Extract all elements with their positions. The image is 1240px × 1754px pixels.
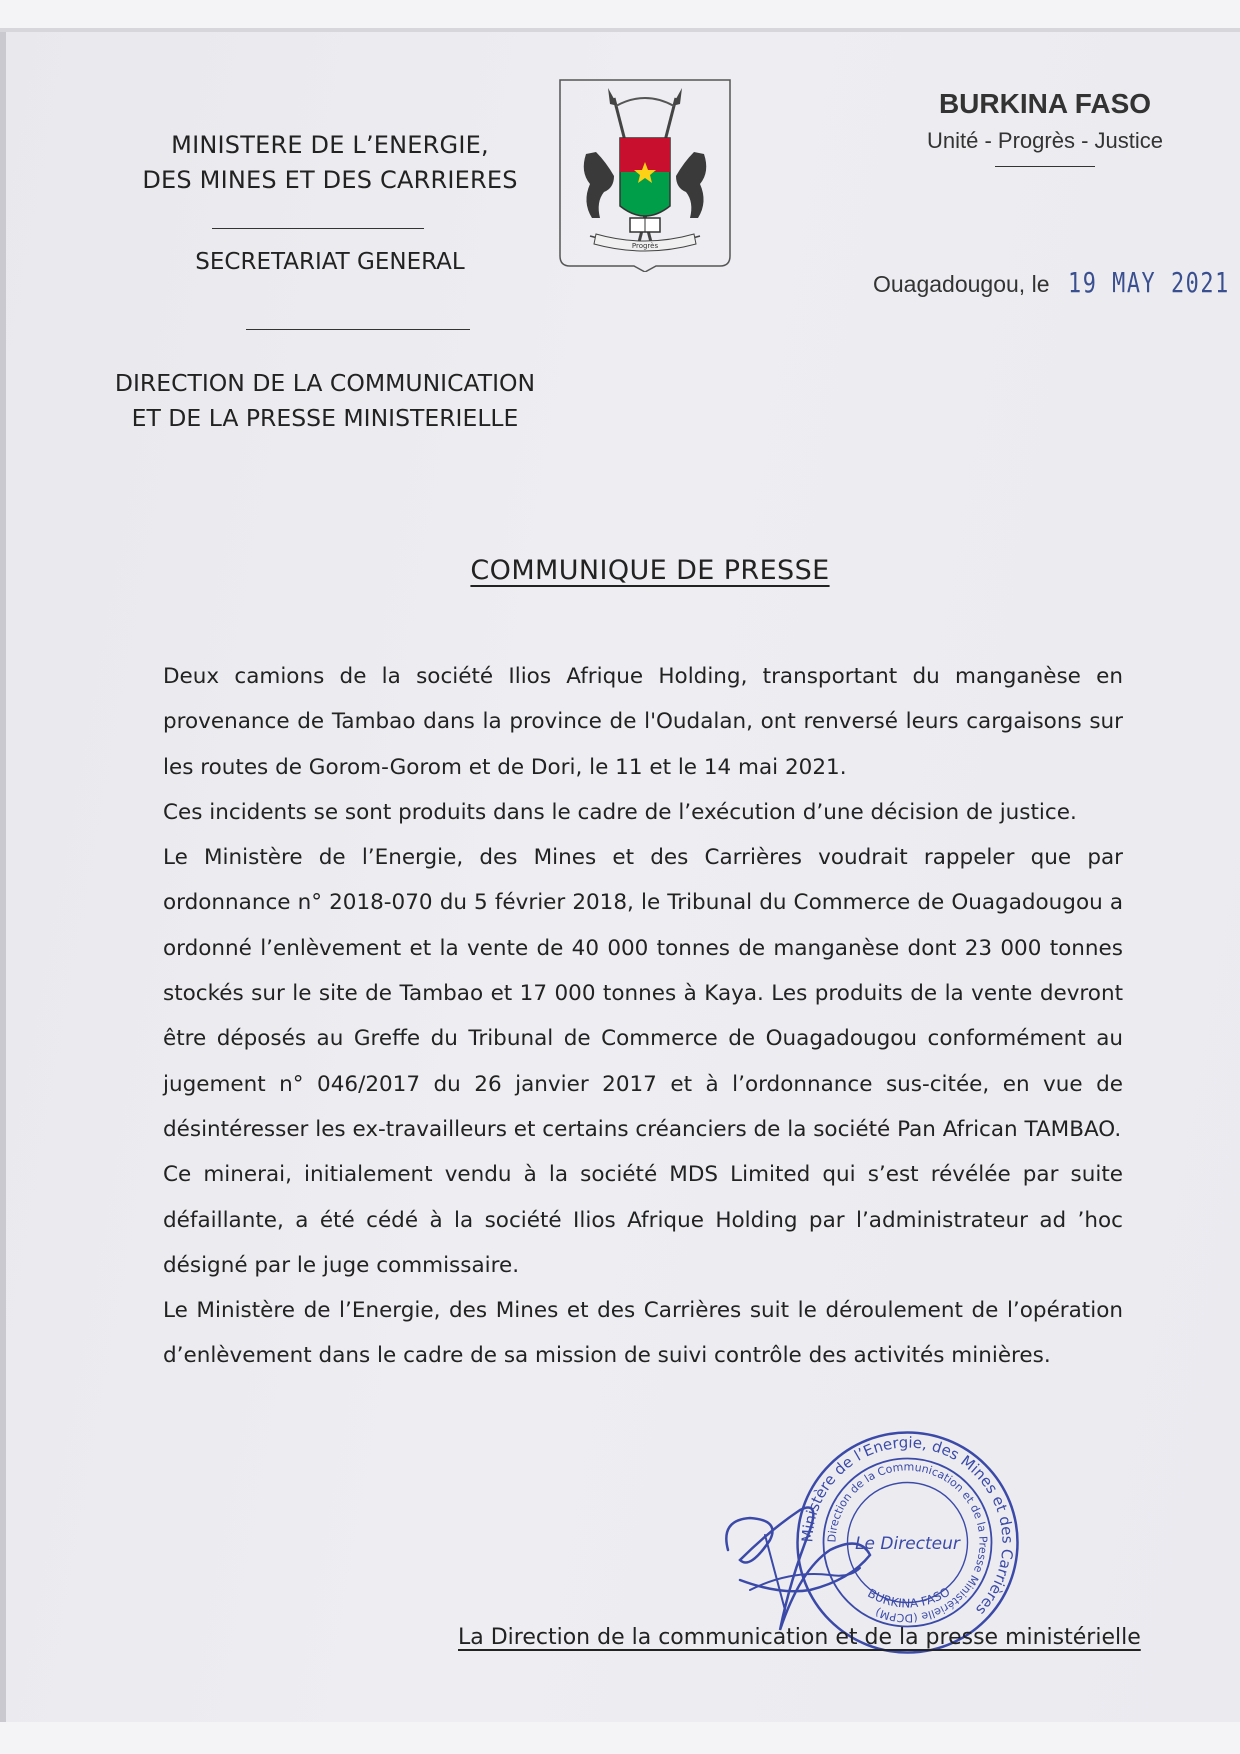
ministry-line-2: DES MINES ET DES CARRIERES bbox=[142, 166, 518, 194]
emblem-ribbon-text: Progrès bbox=[631, 242, 659, 250]
stamp-bottom-text: BURKINA FASO bbox=[865, 1584, 953, 1611]
paragraph-1: Deux camions de la société Ilios Afrique Holding, transportant du manganèse en provenance de Tambao dans la province de l'Oudalan, ont renversé leurs cargaisons sur les routes de Gorom-Gorom et de Dori, le 11 et le 14 mai 2021. bbox=[163, 664, 1123, 780]
paragraph-3: Le Ministère de l’Energie, des Mines et des Carrières voudrait rappeler que par ordonnance n° 2018-070 du 5 février 2018, le Tribunal du Commerce de Ouagadougou a ordonné l’enlèvement et la vente de 40 000 tonnes de manganèse dont 23 000 tonnes stockés sur le site de Tambao et 17 000 tonnes à Kaya. Les produits de la vente devront être déposés au Greffe du Tribunal de Commerce de Ouagadougou conformément au jugement n° 046/2017 du 26 janvier 2017 et à l’ordonnance sus-citée, en vue de désintéresser les ex-travailleurs et certains créanciers de la société Pan African TAMBAO. bbox=[163, 845, 1123, 1142]
stamp-inner-text: Direction de la Communication et de la Presse Ministérielle (DCPM) bbox=[825, 1460, 990, 1625]
secretariat-general: SECRETARIAT GENERAL bbox=[195, 249, 465, 275]
page-title: COMMUNIQUE DE PRESSE bbox=[470, 555, 830, 586]
direction-line-2: ET DE LA PRESSE MINISTERIELLE bbox=[131, 404, 519, 432]
signoff: La Direction de la communication et de la presse ministérielle bbox=[458, 1625, 1141, 1650]
paragraph-5: Le Ministère de l’Energie, des Mines et des Carrières suit le déroulement de l’opération d’enlèvement dans le cadre de sa mission de suivi contrôle des activités minières. bbox=[163, 1298, 1123, 1369]
handwritten-signature bbox=[710, 1480, 880, 1640]
header-divider-1 bbox=[212, 228, 424, 229]
ministry-name bbox=[120, 128, 540, 198]
paragraph-2: Ces incidents se sont produits dans le cadre de l’exécution d’une décision de justice. bbox=[163, 799, 1077, 825]
country-name: BURKINA FASO bbox=[938, 88, 1152, 119]
direction-line-1: DIRECTION DE LA COMMUNICATION bbox=[114, 369, 536, 397]
ministry-line-1: MINISTERE DE L’ENERGIE, bbox=[171, 131, 489, 159]
direction-name bbox=[85, 366, 565, 436]
national-motto: Unité - Progrès - Justice bbox=[927, 128, 1163, 153]
stamp-center-text: Le Directeur bbox=[855, 1534, 960, 1554]
communique-body bbox=[163, 654, 1123, 1379]
header-divider-2 bbox=[246, 329, 470, 330]
date-stamp: 19 MAY 2021 bbox=[1068, 266, 1230, 299]
motto-divider bbox=[995, 166, 1095, 167]
burkina-faso-coat-of-arms-icon bbox=[556, 76, 734, 272]
stamp-outer-text: Ministère de l’Energie, des Mines et des Carrières bbox=[798, 1433, 1017, 1619]
place-label: Ouagadougou, le bbox=[873, 271, 1050, 297]
paragraph-4: Ce minerai, initialement vendu à la société MDS Limited qui s’est révélée par suite défaillante, a été cédé à la société Ilios Afrique Holding par l’administrateur ad ’hoc désigné par le juge commissaire. bbox=[163, 1162, 1123, 1278]
page-edge-left bbox=[0, 32, 6, 1722]
